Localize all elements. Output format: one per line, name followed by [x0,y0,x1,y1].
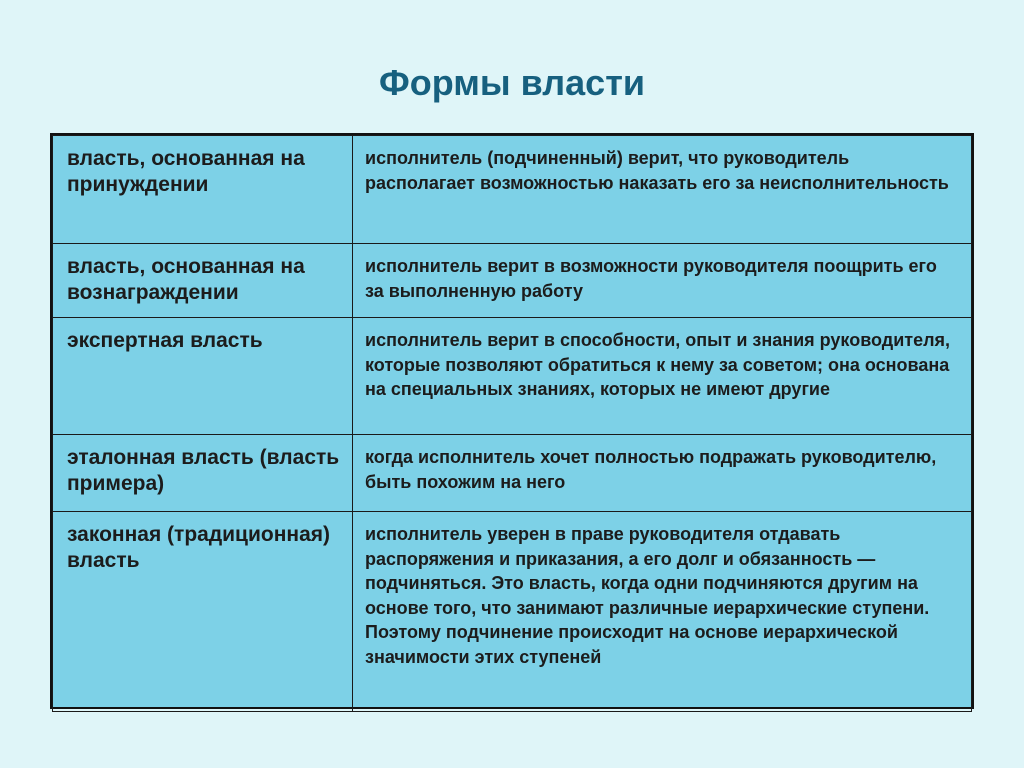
page-title: Формы власти [379,62,645,103]
form-name-cell [53,244,353,318]
table-row [53,512,972,712]
form-description-cell [353,136,972,244]
form-name: власть, основанная на принуждении [67,147,305,196]
form-name-cell [53,318,353,435]
form-name: экспертная власть [67,329,263,352]
form-description-cell [353,244,972,318]
table-row [53,435,972,512]
power-forms-table [50,133,974,709]
form-description: исполнитель верит в способности, опыт и знания руководителя, которые позволяют обратиться к нему за советом; она основана на специальных знаниях, которых не имеют другие [365,330,951,399]
form-description: когда исполнитель хочет полностью подражать руководителю, быть похожим на него [365,447,937,492]
form-name-cell [53,136,353,244]
form-name: власть, основанная на вознаграждении [67,255,305,304]
form-name-cell [53,512,353,712]
form-description-cell [353,435,972,512]
form-name: эталонная власть (власть примера) [67,446,340,495]
form-name-cell [53,435,353,512]
form-description: исполнитель верит в возможности руководителя поощрить его за выполненную работу [365,256,937,301]
table-row [53,244,972,318]
form-description-cell [353,512,972,712]
table-row [53,318,972,435]
form-description-cell [353,318,972,435]
table-row [53,136,972,244]
form-description: исполнитель (подчиненный) верит, что руководитель располагает возможностью наказать его за неисполнительность [365,148,949,193]
form-name: законная (традиционная) власть [67,523,331,572]
form-description: исполнитель уверен в праве руководителя отдавать распоряжения и приказания, а его долг и обязанность — подчиняться. Это власть, когда одни подчиняются другим на основе того, что занимают различные иерархические ступени. Поэтому подчинение происходит на основе иерархической значимости этих ступеней [365,524,930,667]
